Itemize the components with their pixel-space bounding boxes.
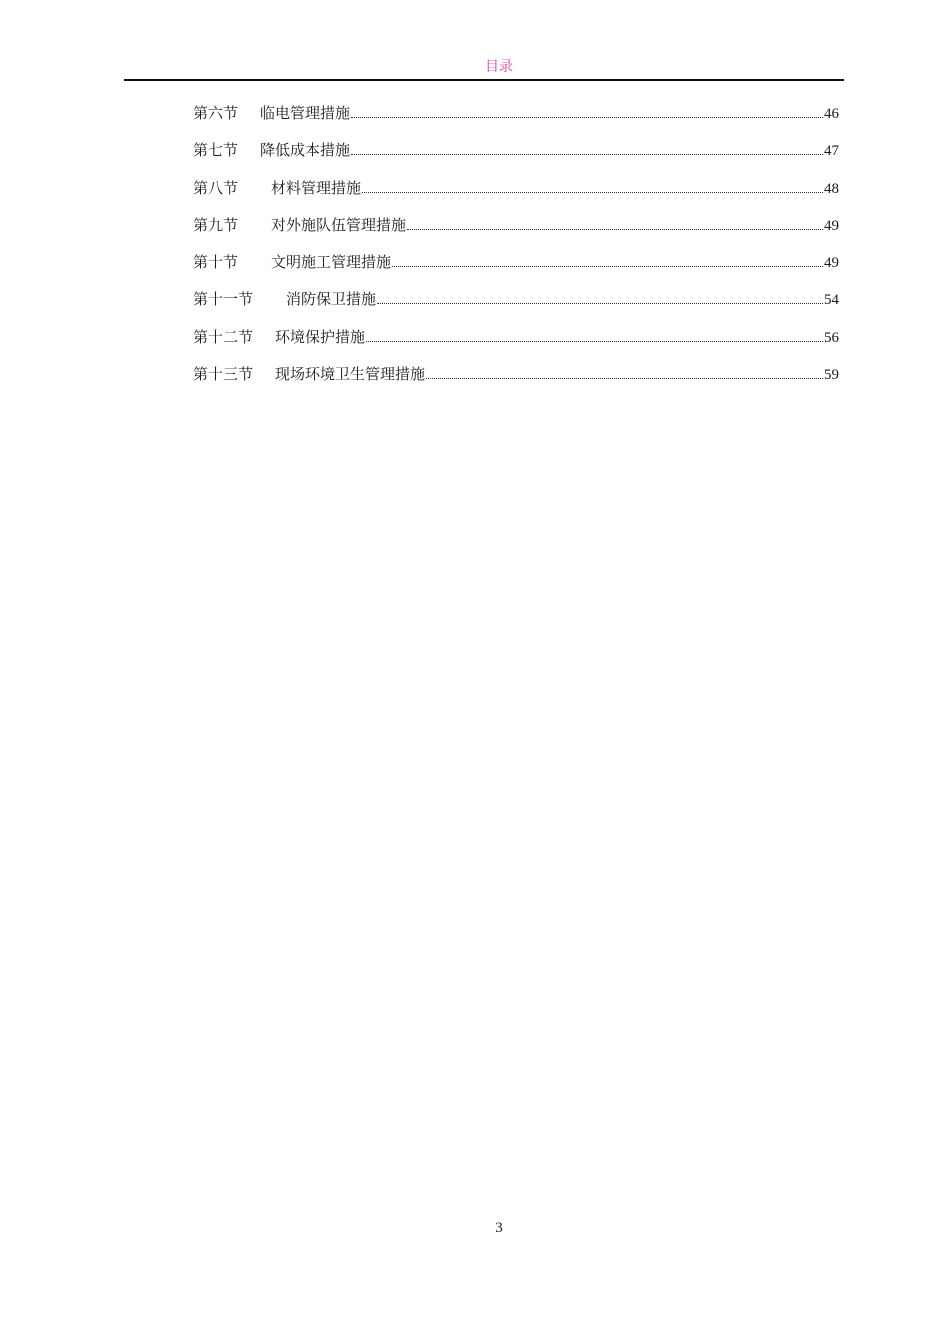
toc-entry-section-number: 第八节 bbox=[193, 178, 239, 197]
toc-entry-title: 临电管理措施 bbox=[260, 104, 351, 122]
toc-entry-title: 现场环境卫生管理措施 bbox=[275, 365, 426, 384]
toc-entry[interactable] bbox=[193, 102, 839, 139]
toc-entry-title: 材料管理措施 bbox=[271, 178, 362, 197]
toc-entry[interactable] bbox=[193, 177, 839, 214]
header-divider bbox=[124, 79, 844, 81]
toc-entry[interactable] bbox=[193, 214, 839, 251]
toc-dot-leader bbox=[366, 341, 823, 342]
toc-entry-page: 59 bbox=[824, 367, 839, 384]
toc-entry-section-number: 第七节 bbox=[193, 141, 239, 160]
toc-entry-section-number: 第九节 bbox=[193, 215, 239, 234]
header-title: 目录 bbox=[485, 59, 513, 75]
toc-entry-section-number: 第十一节 bbox=[193, 290, 254, 309]
toc-entry-title: 对外施队伍管理措施 bbox=[271, 215, 407, 234]
toc-dot-leader bbox=[362, 192, 823, 193]
toc-dot-leader bbox=[351, 154, 823, 155]
toc-entry-title: 降低成本措施 bbox=[260, 141, 351, 160]
toc-entry-section-number: 第十三节 bbox=[193, 365, 254, 384]
toc-entry[interactable] bbox=[193, 251, 839, 288]
toc-entry-title: 环境保护措施 bbox=[275, 327, 366, 346]
toc-entry-section-number: 第十二节 bbox=[193, 327, 254, 346]
toc-entry-page: 47 bbox=[824, 143, 839, 160]
toc-entry[interactable] bbox=[193, 326, 839, 363]
toc-dot-leader bbox=[426, 378, 823, 379]
toc-entry-page: 46 bbox=[824, 106, 839, 122]
toc-entry-page: 56 bbox=[824, 329, 839, 346]
toc-entry-section-number: 第十节 bbox=[193, 253, 239, 272]
table-of-contents bbox=[193, 102, 839, 400]
toc-entry-section-number: 第六节 bbox=[193, 104, 239, 122]
toc-entry[interactable] bbox=[193, 139, 839, 176]
toc-entry[interactable] bbox=[193, 288, 839, 325]
toc-entry-page: 49 bbox=[824, 217, 839, 234]
toc-entry-page: 48 bbox=[824, 180, 839, 197]
toc-dot-leader bbox=[377, 303, 823, 304]
toc-entry-page: 54 bbox=[824, 292, 839, 309]
toc-entry-page: 49 bbox=[824, 255, 839, 272]
toc-dot-leader bbox=[392, 266, 823, 267]
toc-dot-leader bbox=[407, 229, 823, 230]
page-number: 3 bbox=[495, 1220, 503, 1236]
toc-entry-title: 消防保卫措施 bbox=[286, 290, 377, 309]
toc-dot-leader bbox=[351, 117, 823, 118]
toc-entry-title: 文明施工管理措施 bbox=[271, 253, 392, 272]
toc-entry[interactable] bbox=[193, 363, 839, 400]
